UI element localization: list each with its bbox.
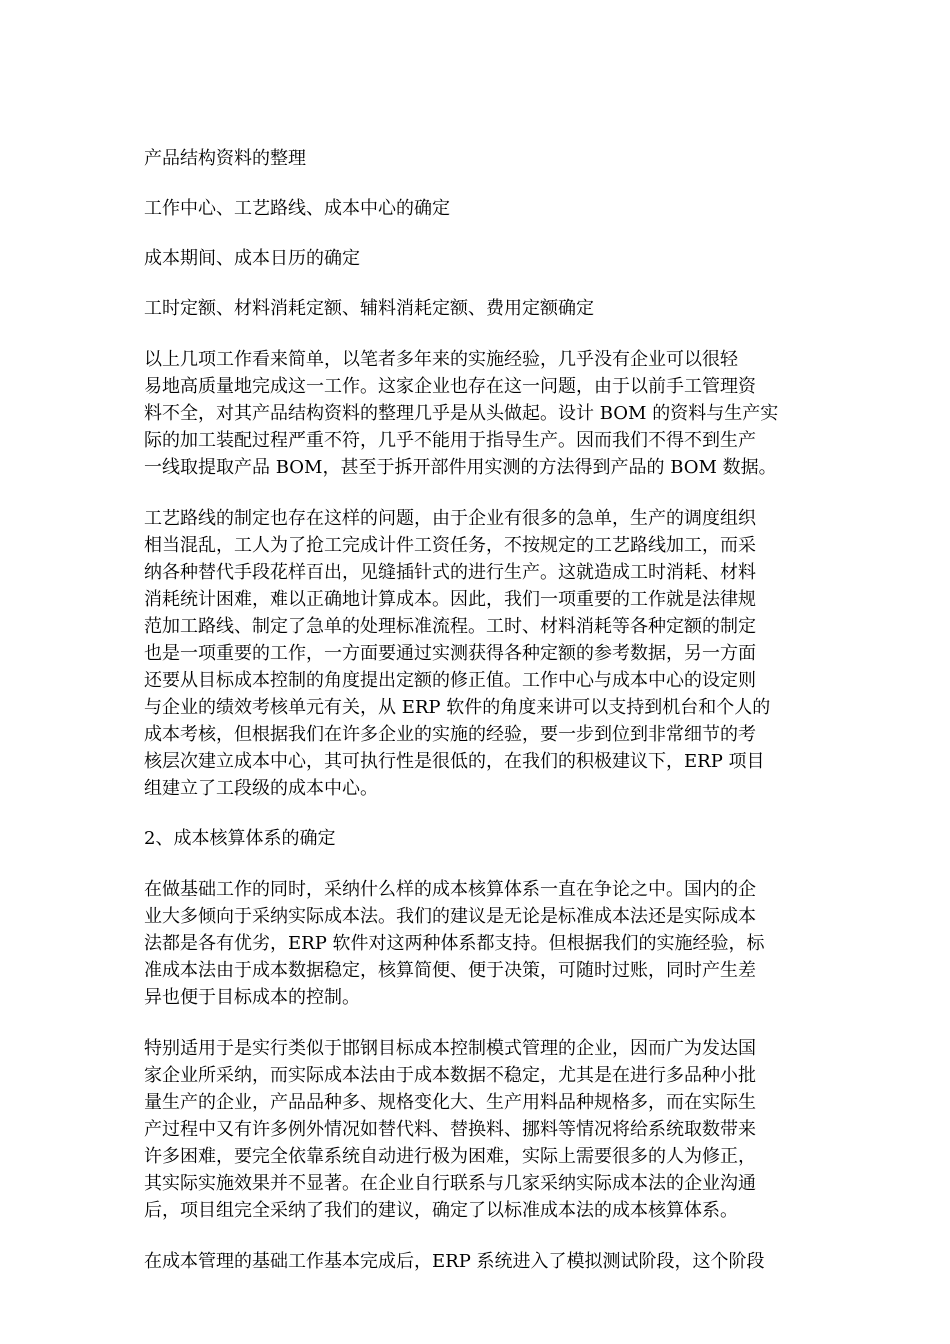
- paragraph-line: 业大多倾向于采纳实际成本法。我们的建议是无论是标准成本法还是实际成本: [144, 906, 756, 927]
- paragraph-line: 后，项目组完全采纳了我们的建议，确定了以标准成本法的成本核算体系。: [144, 1200, 738, 1221]
- paragraph-line: 易地高质量地完成这一工作。这家企业也存在这一问题，由于以前手工管理资: [144, 376, 756, 397]
- paragraph-line: 一线取提取产品 BOM，甚至于拆开部件用实测的方法得到产品的 BOM 数据。: [144, 457, 777, 478]
- paragraph-line: 纳各种替代手段花样百出，见缝插针式的进行生产。这就造成工时消耗、材料: [144, 562, 756, 583]
- list-item-cost-period: 成本期间、成本日历的确定: [144, 248, 360, 269]
- paragraph-line: 以上几项工作看来简单，以笔者多年来的实施经验，几乎没有企业可以很轻: [144, 349, 738, 370]
- paragraph-line: 还要从目标成本控制的角度提出定额的修正值。工作中心与成本中心的设定则: [144, 670, 756, 691]
- paragraph-line: 相当混乱，工人为了抢工完成计件工资任务，不按规定的工艺路线加工，而采: [144, 535, 756, 556]
- paragraph-routing: [144, 505, 808, 802]
- paragraph-simulation: [144, 1248, 808, 1275]
- paragraph-line: 准成本法由于成本数据稳定，核算简便、便于决策，可随时过账，同时产生差: [144, 960, 756, 981]
- paragraph-standard-cost: [144, 1035, 808, 1224]
- paragraph-line: 料不全，对其产品结构资料的整理几乎是从头做起。设计 BOM 的资料与生产实: [144, 403, 779, 424]
- paragraph-line: 组建立了工段级的成本中心。: [144, 778, 378, 799]
- list-item-quota: 工时定额、材料消耗定额、辅料消耗定额、费用定额确定: [144, 298, 594, 319]
- section-heading: 2、成本核算体系的确定: [144, 828, 336, 849]
- list-item-work-center: 工作中心、工艺路线、成本中心的确定: [144, 198, 450, 219]
- paragraph-line: 也是一项重要的工作，一方面要通过实测获得各种定额的参考数据，另一方面: [144, 643, 756, 664]
- paragraph-line: 产过程中又有许多例外情况如替代料、替换料、挪料等情况将给系统取数带来: [144, 1119, 756, 1140]
- paragraph-line: 其实际实施效果并不显著。在企业自行联系与几家采纳实际成本法的企业沟通: [144, 1173, 756, 1194]
- list-item-product-structure: 产品结构资料的整理: [144, 148, 306, 169]
- paragraph-line: 成本考核，但根据我们在许多企业的实施的经验，要一步到位到非常细节的考: [144, 724, 756, 745]
- paragraph-line: 消耗统计困难，难以正确地计算成本。因此，我们一项重要的工作就是法律规: [144, 589, 756, 610]
- paragraph-line: 在成本管理的基础工作基本完成后，ERP 系统进入了模拟测试阶段，这个阶段: [144, 1251, 765, 1272]
- paragraph-line: 际的加工装配过程严重不符，几乎不能用于指导生产。因而我们不得不到生产: [144, 430, 756, 451]
- paragraph-line: 工艺路线的制定也存在这样的问题，由于企业有很多的急单，生产的调度组织: [144, 508, 756, 529]
- paragraph-line: 法都是各有优劣，ERP 软件对这两种体系都支持。但根据我们的实施经验，标: [144, 933, 765, 954]
- paragraph-line: 范加工路线、制定了急单的处理标准流程。工时、材料消耗等各种定额的制定: [144, 616, 756, 637]
- paragraph-line: 与企业的绩效考核单元有关，从 ERP 软件的角度来讲可以支持到机台和个人的: [144, 697, 771, 718]
- paragraph-line: 异也便于目标成本的控制。: [144, 987, 360, 1008]
- paragraph-line: 核层次建立成本中心，其可执行性是很低的，在我们的积极建议下，ERP 项目: [144, 751, 765, 772]
- paragraph-line: 家企业所采纳，而实际成本法由于成本数据不稳定，尤其是在进行多品种小批: [144, 1065, 756, 1086]
- paragraph-line: 许多困难，要完全依靠系统自动进行极为困难，实际上需要很多的人为修正，: [144, 1146, 756, 1167]
- paragraph-costing-system: [144, 876, 808, 1011]
- paragraph-bom: [144, 346, 808, 481]
- paragraph-line: 特别适用于是实行类似于邯钢目标成本控制模式管理的企业，因而广为发达国: [144, 1038, 756, 1059]
- paragraph-line: 在做基础工作的同时，采纳什么样的成本核算体系一直在争论之中。国内的企: [144, 879, 756, 900]
- document-page: [144, 146, 808, 1299]
- paragraph-line: 量生产的企业，产品品种多、规格变化大、生产用料品种规格多，而在实际生: [144, 1092, 756, 1113]
